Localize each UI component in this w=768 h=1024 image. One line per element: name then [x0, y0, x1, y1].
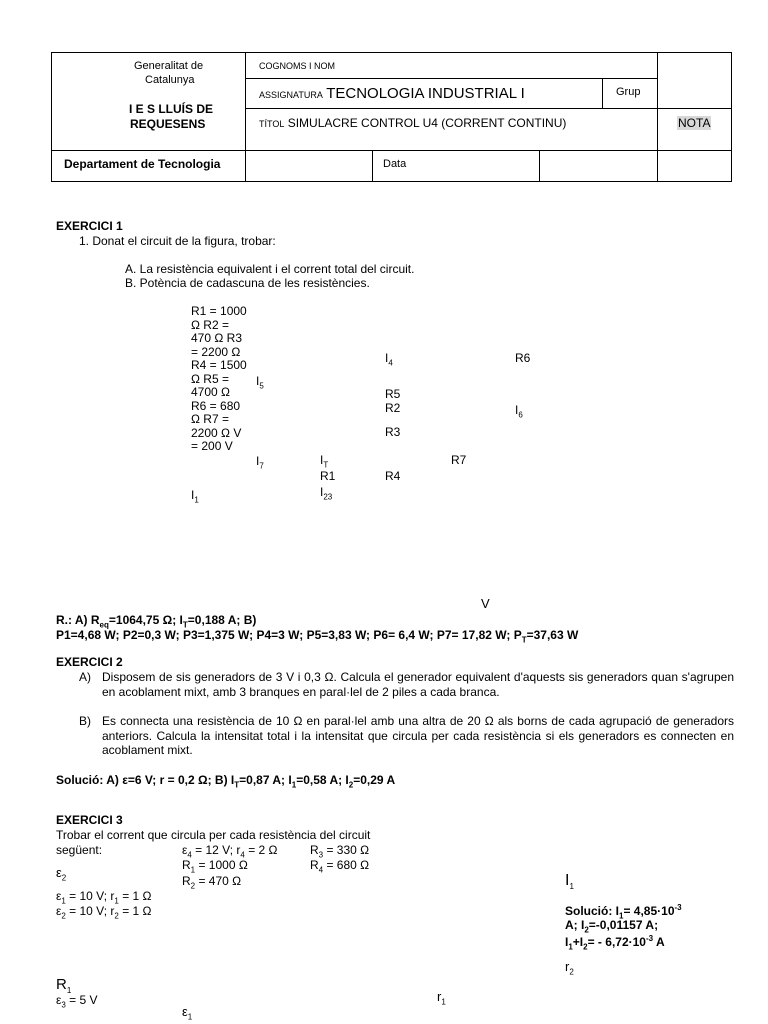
- sol2: A; I: [565, 918, 585, 932]
- i23-sub: 23: [323, 492, 333, 502]
- value-line: 470 Ω R3: [191, 331, 242, 345]
- assignatura-label: ASSIGNATURA: [259, 90, 323, 100]
- value-line: Ω R7 =: [191, 412, 229, 426]
- sol3-unit: A: [653, 935, 665, 949]
- sol2-sub: T: [521, 635, 527, 645]
- ex3-big-i1: [565, 872, 574, 891]
- r3-val: = 330 Ω: [323, 843, 370, 857]
- titol-value: SIMULACRE CONTROL U4 (CORRENT CONTINU): [287, 116, 567, 130]
- label-r2: R2: [385, 401, 401, 415]
- ex3-r1: [182, 858, 248, 874]
- ex2-title: EXERCICI 2: [56, 655, 123, 669]
- r1: R: [182, 858, 191, 872]
- ex1-part-a: A. La resistència equivalent i el corrent total del circuit.: [125, 262, 415, 276]
- ex2-a-mark: A): [79, 670, 91, 684]
- ex3-r2-label: [565, 959, 574, 977]
- i5-text: I: [256, 374, 260, 388]
- l2-val: = 10 V; r: [65, 904, 115, 918]
- value-line: = 2200 Ω: [191, 344, 241, 359]
- r4: R: [310, 858, 319, 872]
- department: Departament de Tecnologia: [64, 157, 221, 171]
- sol2-end: =37,63 W: [526, 628, 579, 642]
- vline-data2: [539, 150, 540, 182]
- i23-text: I: [320, 485, 324, 499]
- ex2-sol-t: T: [234, 780, 240, 790]
- nota-label: [677, 116, 711, 130]
- r1-val: = 1000 Ω: [195, 858, 248, 872]
- i1-text: I: [191, 488, 195, 502]
- sol1-sub: 1: [619, 911, 624, 921]
- nota-text: NOTA: [678, 116, 711, 130]
- value-line: 2200 Ω V: [191, 425, 242, 440]
- ex3-r4: [310, 858, 369, 874]
- school-line1: I E S LLUÍS DE: [129, 102, 214, 116]
- value-line: R4 = 1500: [191, 358, 247, 372]
- e3-val: = 5 V: [65, 993, 98, 1007]
- label-i4: [385, 351, 393, 367]
- i6-sub: 6: [518, 410, 523, 420]
- r2-sub: 2: [190, 881, 196, 891]
- sol3-exp: -3: [645, 934, 654, 943]
- e4-sub: 4: [187, 850, 192, 860]
- l1-sub: 1: [61, 896, 66, 906]
- generalitat-line1: Generalitat de: [134, 60, 204, 72]
- ex3-sol-line2: [565, 918, 658, 934]
- vline-grup: [602, 78, 603, 108]
- l2r-val: = 1 Ω: [118, 904, 152, 918]
- label-r1: R1: [320, 469, 336, 483]
- value-line: Ω R2 =: [191, 317, 229, 332]
- e1-sub: 1: [187, 1012, 193, 1022]
- ex2-sol-1: 1: [291, 780, 297, 790]
- ex1-part-b: B. Potència de cadascuna de les resistències.: [125, 276, 370, 290]
- it-sub: T: [323, 460, 329, 470]
- sol1-exp: -3: [674, 903, 682, 912]
- grup-label: Grup: [616, 86, 641, 98]
- i7-text: I: [256, 454, 260, 468]
- e4: ε: [182, 843, 188, 857]
- ex3-r1-label: [437, 989, 446, 1007]
- sol1-a: R.: A) R: [56, 613, 100, 627]
- assignatura-row: [259, 85, 525, 102]
- sol1: Solució: I: [565, 904, 619, 918]
- vline-nota: [657, 52, 658, 182]
- label-r5: R5: [385, 387, 401, 401]
- r4-sub2: 4: [318, 865, 324, 875]
- ex2-a-text: Disposem de sis generadors de 3 V i 0,3 Ω. Calcula el generador equivalent d'aquests sis generadors quan s'agrupen en acoblament mixt, amb 3 branques en paral·lel de 2 piles a cada branca.: [102, 670, 734, 699]
- it-text: I: [320, 453, 324, 467]
- ex3-eps1-label: [182, 1004, 192, 1022]
- vline-1: [245, 52, 246, 182]
- sol2-text: P1=4,68 W; P2=0,3 W; P3=1,375 W; P4=3 W; P5=3,83 W; P6= 6,4 W; P7= 17,82 W; P: [56, 628, 522, 642]
- ex2-b-mark: B): [79, 714, 91, 728]
- l2: ε: [56, 904, 62, 918]
- ex1-title: EXERCICI 1: [56, 219, 123, 233]
- hline-1: [245, 78, 657, 79]
- r4-val2: = 680 Ω: [323, 858, 370, 872]
- ex1-question: 1. Donat el circuit de la figura, trobar:: [79, 234, 276, 248]
- ex2-b-text: Es connecta una resistència de 10 Ω en paral·lel amb una altra de 20 Ω als borns de cada agrupació de generadors anteriors. Calcula la intensitat total i la intensitat que circula per cada resistència si els generadors es connecten en acoblament mixt.: [102, 714, 734, 757]
- label-i1: [191, 488, 199, 504]
- label-r6: R6: [515, 351, 531, 365]
- r3-sub: 3: [318, 850, 324, 860]
- e3-sub: 3: [61, 1000, 66, 1010]
- ex3-r3: [310, 843, 369, 859]
- l1-val: = 10 V; r: [65, 889, 115, 903]
- sol3-sub: 1: [568, 942, 573, 952]
- r1lab-sub: 1: [441, 997, 446, 1007]
- label-r4: R4: [385, 469, 401, 483]
- value-line: = 200 V: [191, 439, 233, 453]
- sol2-val: =-0,01157 A;: [588, 918, 659, 932]
- R1big-sub: 1: [66, 986, 72, 995]
- l2r-sub: 2: [114, 911, 119, 921]
- ex3-e2-line: [56, 904, 152, 920]
- ex2-sol-2: 2: [348, 780, 354, 790]
- label-i23: [320, 485, 332, 501]
- ex3-sol-line3: [565, 934, 665, 951]
- ex1-solution-line1: [56, 613, 256, 629]
- R1big: R: [56, 976, 67, 993]
- r1-sub: 1: [190, 865, 196, 875]
- l1: ε: [56, 889, 62, 903]
- eps2-sub: 2: [61, 873, 67, 883]
- titol-label: TÍTOL: [259, 119, 285, 129]
- e3: ε: [56, 993, 62, 1007]
- r4-val: = 2 Ω: [244, 843, 278, 857]
- sol1-b: =1064,75 Ω; I: [108, 613, 183, 627]
- ex2-sol-a: Solució: A) ε=6 V; r = 0,2 Ω; B) I: [56, 773, 235, 787]
- data-label: Data: [383, 158, 407, 170]
- ex1-solution-line2: [56, 628, 578, 644]
- label-i7: [256, 454, 264, 470]
- sol3-val: = - 6,72·10: [587, 935, 646, 949]
- sol1-val: = 4,85·10: [623, 904, 675, 918]
- titol-row: [259, 116, 566, 130]
- i4-sub: 4: [388, 358, 393, 368]
- ex3-eps2-label: [56, 865, 66, 883]
- r2lab-sub: 2: [569, 967, 574, 977]
- r3: R: [310, 843, 319, 857]
- label-r3: R3: [385, 425, 401, 439]
- big-i: I: [565, 872, 570, 889]
- sol3: I: [565, 935, 569, 949]
- ex3-r2: [182, 874, 241, 890]
- ex1-values: [191, 305, 247, 454]
- sol1-sub: eq: [99, 620, 109, 630]
- label-i5: [256, 374, 264, 390]
- i7-sub: 7: [259, 461, 264, 471]
- label-v: V: [481, 596, 490, 611]
- label-i6: [515, 403, 523, 419]
- label-it: [320, 453, 328, 469]
- r2-val: = 470 Ω: [195, 874, 242, 888]
- hline-2: [245, 108, 732, 109]
- e1: ε: [182, 1004, 188, 1019]
- sol2-sub: 2: [584, 925, 589, 935]
- r2lab: r: [565, 959, 570, 974]
- label-r7: R7: [451, 453, 467, 467]
- ex3-e3-line: [56, 993, 98, 1009]
- ex2-solution: [56, 773, 395, 789]
- r2: R: [182, 874, 191, 888]
- r1lab: r: [437, 989, 442, 1004]
- sol3-sub2: 2: [583, 942, 588, 952]
- ex3-e4-r4: [182, 843, 278, 859]
- l2-sub: 2: [61, 911, 66, 921]
- big-i-sub: 1: [569, 882, 574, 892]
- assignatura-value: TECNOLOGIA INDUSTRIAL I: [326, 85, 525, 102]
- e4-val: = 12 V; r: [191, 843, 241, 857]
- value-line: R6 = 680: [191, 398, 241, 413]
- sol1-c: =0,188 A; B): [187, 613, 257, 627]
- ex3-title: EXERCICI 3: [56, 813, 123, 827]
- i4-text: I: [385, 351, 389, 365]
- i1-sub: 1: [194, 495, 199, 505]
- ex3-e1-line: [56, 889, 152, 905]
- school-line2: REQUESENS: [130, 117, 206, 131]
- generalitat-line2: Catalunya: [145, 74, 195, 86]
- i6-text: I: [515, 403, 519, 417]
- value-line: 4700 Ω: [191, 385, 230, 399]
- i5-sub: 5: [259, 381, 264, 391]
- cognoms-label: COGNOMS I NOM: [259, 61, 335, 71]
- ex3-question-1: Trobar el corrent que circula per cada resistència del circuit: [56, 828, 371, 842]
- value-line: R1 = 1000: [191, 304, 247, 318]
- hline-3: [51, 150, 732, 151]
- sol1-sub2: T: [182, 620, 188, 630]
- ex2-sol-b: =0,87 A; I: [239, 773, 292, 787]
- l1r-sub: 1: [114, 896, 119, 906]
- value-line: Ω R5 =: [191, 371, 229, 386]
- r4-sub: 4: [240, 850, 245, 860]
- vline-data: [372, 150, 373, 182]
- ex3-question-2: següent:: [56, 843, 103, 857]
- ex2-sol-c: =0,58 A; I: [296, 773, 349, 787]
- l1r-val: = 1 Ω: [118, 889, 152, 903]
- sol3-plus: +I: [572, 935, 584, 949]
- ex2-sol-d: =0,29 A: [353, 773, 396, 787]
- eps2: ε: [56, 865, 62, 880]
